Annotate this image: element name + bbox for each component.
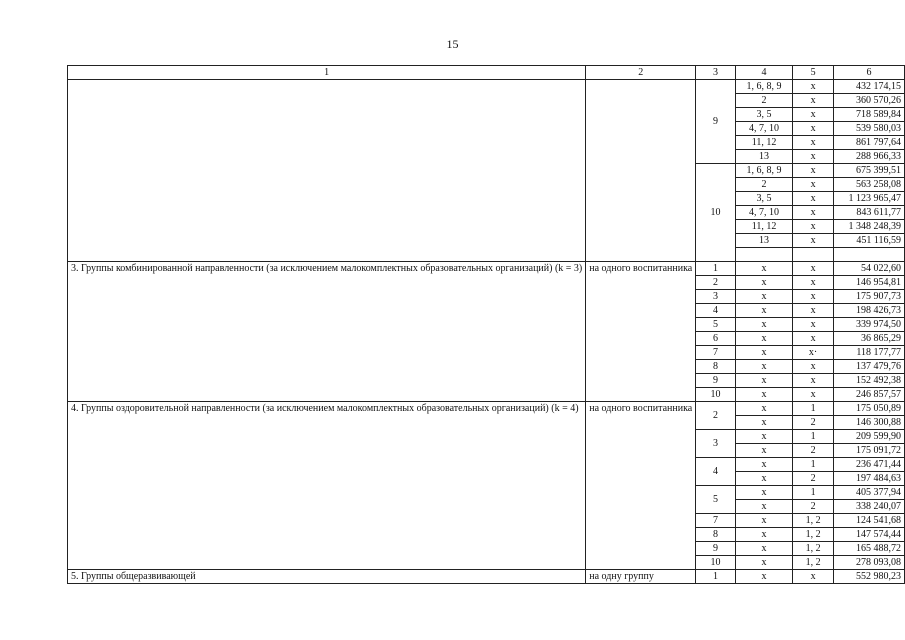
column-4-cell: 11, 12	[735, 136, 792, 150]
column-4-cell: 2	[735, 94, 792, 108]
column-5-cell: 2	[793, 500, 834, 514]
column-4-cell: x	[735, 500, 792, 514]
column-4-cell: 13	[735, 150, 792, 164]
column-4-cell: 1, 6, 8, 9	[735, 164, 792, 178]
column-4-cell: x	[735, 332, 792, 346]
column-4-cell: x	[735, 486, 792, 500]
column-3-cell: 4	[696, 458, 736, 486]
column-5-cell: x	[793, 276, 834, 290]
column-4-cell: x	[735, 276, 792, 290]
table-row	[68, 402, 905, 416]
column-3-cell: 1	[696, 262, 736, 276]
value-cell: 675 399,51	[834, 164, 905, 178]
column-3-cell: 2	[696, 276, 736, 290]
column-4-cell: x	[735, 374, 792, 388]
group-description-cell: 4. Группы оздоровительной направленности (за исключением малокомплектных образовательных организаций) (k = 4)	[68, 402, 586, 570]
value-cell: 718 589,84	[834, 108, 905, 122]
table-row	[68, 262, 905, 276]
column-4-cell: x	[735, 388, 792, 402]
column-5-cell: x	[793, 178, 834, 192]
column-4-cell: 4, 7, 10	[735, 122, 792, 136]
column-5-cell: x	[793, 122, 834, 136]
column-4-cell: x	[735, 444, 792, 458]
column-4-cell: 11, 12	[735, 220, 792, 234]
column-4-cell: 4, 7, 10	[735, 206, 792, 220]
column-3-cell: 10	[696, 388, 736, 402]
column-5-cell: x	[793, 332, 834, 346]
column-5-cell: 1, 2	[793, 528, 834, 542]
column-5-cell: 1	[793, 402, 834, 416]
value-cell: 563 258,08	[834, 178, 905, 192]
column-4-cell: x	[735, 304, 792, 318]
value-cell: 1 348 248,39	[834, 220, 905, 234]
column-5-cell: x	[793, 388, 834, 402]
column-3-cell: 4	[696, 304, 736, 318]
column-4-cell: x	[735, 416, 792, 430]
column-4-cell: x	[735, 290, 792, 304]
column-5-cell: 2	[793, 472, 834, 486]
column-5-cell: x	[793, 192, 834, 206]
table-body	[68, 80, 905, 584]
column-5-cell: x	[793, 234, 834, 248]
value-cell: 246 857,57	[834, 388, 905, 402]
value-cell: 552 980,23	[834, 570, 905, 584]
column-4-cell: x	[735, 430, 792, 444]
column-5-cell: x	[793, 318, 834, 332]
value-cell: 152 492,38	[834, 374, 905, 388]
column-5-cell: x	[793, 94, 834, 108]
value-cell: 278 093,08	[834, 556, 905, 570]
group-description-cell: 3. Группы комбинированной направленности (за исключением малокомплектных образовательных организаций) (k = 3)	[68, 262, 586, 402]
column-4-cell: 1, 6, 8, 9	[735, 80, 792, 94]
column-3-cell: 5	[696, 486, 736, 514]
column-5-cell: x·	[793, 346, 834, 360]
value-cell: 339 974,50	[834, 318, 905, 332]
value-cell: 175 050,89	[834, 402, 905, 416]
value-cell: 197 484,63	[834, 472, 905, 486]
value-cell: 360 570,26	[834, 94, 905, 108]
value-cell: 198 426,73	[834, 304, 905, 318]
value-cell: 405 377,94	[834, 486, 905, 500]
column-4-cell: 2	[735, 178, 792, 192]
column-4-cell: 13	[735, 234, 792, 248]
value-cell: 175 907,73	[834, 290, 905, 304]
column-5-cell: x	[793, 136, 834, 150]
column-4-cell: x	[735, 458, 792, 472]
column-number-row	[68, 66, 905, 80]
column-header: 5	[793, 66, 834, 80]
column-5-cell	[793, 248, 834, 262]
value-cell: 236 471,44	[834, 458, 905, 472]
tariff-table	[67, 65, 905, 584]
column-3-cell: 7	[696, 346, 736, 360]
column-3-cell: 10	[696, 164, 736, 262]
value-cell: 451 116,59	[834, 234, 905, 248]
column-4-cell: x	[735, 528, 792, 542]
column-header: 4	[735, 66, 792, 80]
column-4-cell: x	[735, 542, 792, 556]
value-cell: 843 611,77	[834, 206, 905, 220]
column-5-cell: x	[793, 164, 834, 178]
column-5-cell: x	[793, 80, 834, 94]
column-4-cell: x	[735, 318, 792, 332]
column-3-cell: 8	[696, 360, 736, 374]
column-4-cell: x	[735, 570, 792, 584]
table-row	[68, 570, 905, 584]
value-cell: 124 541,68	[834, 514, 905, 528]
column-3-cell: 10	[696, 556, 736, 570]
column-3-cell: 5	[696, 318, 736, 332]
column-3-cell: 7	[696, 514, 736, 528]
column-4-cell: x	[735, 514, 792, 528]
column-3-cell: 8	[696, 528, 736, 542]
value-cell: 209 599,90	[834, 430, 905, 444]
column-5-cell: x	[793, 150, 834, 164]
column-5-cell: 1	[793, 458, 834, 472]
column-header: 3	[696, 66, 736, 80]
column-header: 6	[834, 66, 905, 80]
column-4-cell: x	[735, 262, 792, 276]
value-cell: 338 240,07	[834, 500, 905, 514]
column-4-cell: 3, 5	[735, 192, 792, 206]
value-cell: 147 574,44	[834, 528, 905, 542]
value-cell: 137 479,76	[834, 360, 905, 374]
column-3-cell: 9	[696, 80, 736, 164]
column-5-cell: 1	[793, 430, 834, 444]
table-row	[68, 80, 905, 94]
value-cell: 432 174,15	[834, 80, 905, 94]
column-4-cell: x	[735, 346, 792, 360]
value-cell: 146 954,81	[834, 276, 905, 290]
column-3-cell: 2	[696, 402, 736, 430]
column-4-cell: x	[735, 360, 792, 374]
column-4-cell: x	[735, 402, 792, 416]
group-description-cell	[68, 80, 586, 262]
column-5-cell: x	[793, 220, 834, 234]
column-5-cell: x	[793, 570, 834, 584]
calculation-unit-cell	[586, 80, 696, 262]
calculation-unit-cell: на одного воспитанника	[586, 262, 696, 402]
value-cell: 175 091,72	[834, 444, 905, 458]
column-4-cell: x	[735, 556, 792, 570]
calculation-unit-cell: на одного воспитанника	[586, 402, 696, 570]
value-cell: 54 022,60	[834, 262, 905, 276]
column-3-cell: 9	[696, 542, 736, 556]
value-cell: 1 123 965,47	[834, 192, 905, 206]
group-description-cell: 5. Группы общеразвивающей	[68, 570, 586, 584]
value-cell: 146 300,88	[834, 416, 905, 430]
value-cell: 539 580,03	[834, 122, 905, 136]
column-5-cell: 2	[793, 444, 834, 458]
column-3-cell: 3	[696, 290, 736, 304]
page-number: 15	[446, 37, 459, 51]
column-5-cell: 1, 2	[793, 542, 834, 556]
column-3-cell: 9	[696, 374, 736, 388]
column-3-cell: 6	[696, 332, 736, 346]
column-5-cell: x	[793, 262, 834, 276]
column-5-cell: x	[793, 290, 834, 304]
value-cell: 165 488,72	[834, 542, 905, 556]
column-5-cell: x	[793, 374, 834, 388]
column-5-cell: 1	[793, 486, 834, 500]
column-header: 1	[68, 66, 586, 80]
column-5-cell: 1, 2	[793, 514, 834, 528]
value-cell: 861 797,64	[834, 136, 905, 150]
value-cell: 288 966,33	[834, 150, 905, 164]
column-5-cell: x	[793, 304, 834, 318]
column-5-cell: x	[793, 108, 834, 122]
column-5-cell: x	[793, 206, 834, 220]
column-4-cell	[735, 248, 792, 262]
column-3-cell: 3	[696, 430, 736, 458]
column-4-cell: 3, 5	[735, 108, 792, 122]
value-cell	[834, 248, 905, 262]
calculation-unit-cell: на одну группу	[586, 570, 696, 584]
column-header: 2	[586, 66, 696, 80]
column-5-cell: 2	[793, 416, 834, 430]
value-cell: 118 177,77	[834, 346, 905, 360]
column-4-cell: x	[735, 472, 792, 486]
value-cell: 36 865,29	[834, 332, 905, 346]
column-5-cell: 1, 2	[793, 556, 834, 570]
column-3-cell: 1	[696, 570, 736, 584]
column-5-cell: x	[793, 360, 834, 374]
